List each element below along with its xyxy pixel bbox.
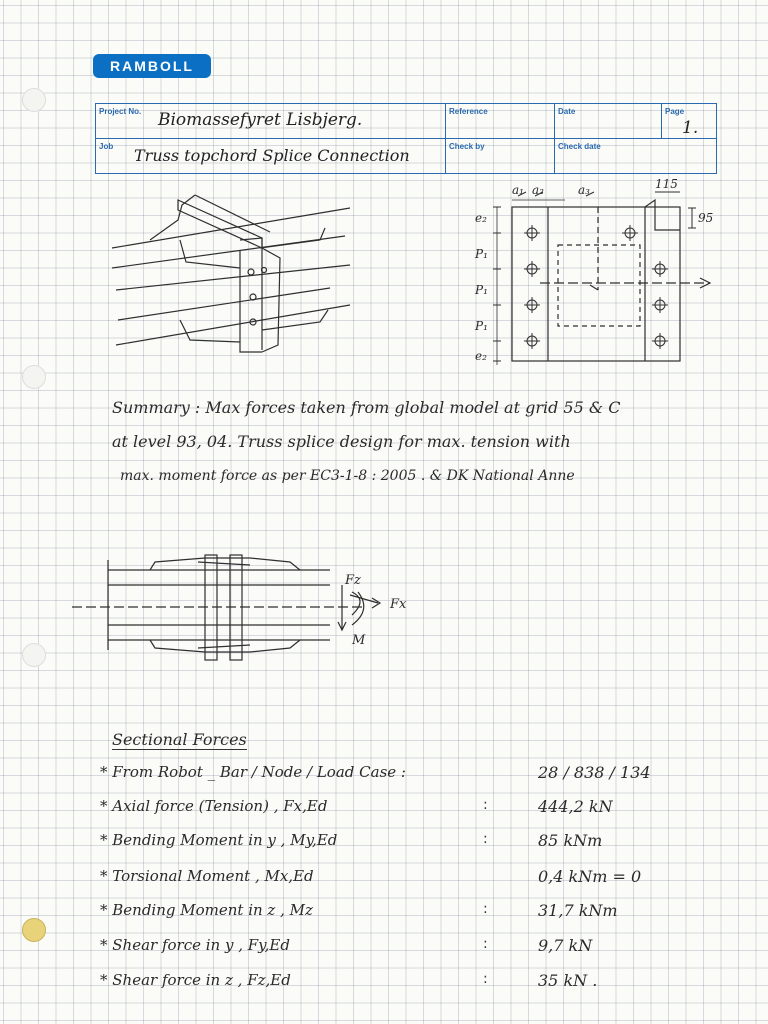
- page-value: 1.: [682, 118, 699, 138]
- force-value: 28 / 838 / 134: [538, 763, 651, 782]
- reference-label: Reference: [449, 107, 488, 116]
- force-desc: * Axial force (Tension) , Fx,Ed: [100, 797, 328, 815]
- dim-a3: a₃: [578, 183, 590, 197]
- force-desc: * Shear force in y , Fy,Ed: [100, 936, 290, 954]
- force-row: [100, 971, 700, 999]
- force-desc: * Bending Moment in y , My,Ed: [100, 831, 338, 849]
- dim-e2-bottom: e₂: [475, 349, 487, 363]
- force-value: 0,4 kNm = 0: [538, 867, 642, 886]
- date-label: Date: [558, 107, 576, 116]
- job-value: Truss topchord Splice Connection: [134, 146, 410, 165]
- force-desc: * Bending Moment in z , Mz: [100, 901, 313, 919]
- force-value: 85 kNm: [538, 831, 603, 850]
- dim-115: 115: [655, 177, 678, 191]
- dim-p1-a: P₁: [475, 247, 488, 261]
- summary-line-3: max. moment force as per EC3-1-8 : 2005 . & DK National Anne: [120, 468, 575, 484]
- force-label-m: M: [352, 633, 366, 648]
- force-colon: :: [483, 936, 488, 952]
- sectional-forces-heading: Sectional Forces: [112, 730, 247, 749]
- force-label-fx: Fx: [390, 597, 407, 612]
- force-desc: * Shear force in z , Fz,Ed: [100, 971, 291, 989]
- force-value: 35 kN .: [538, 971, 598, 990]
- summary-line-2: at level 93, 04. Truss splice design for max. tension with: [112, 432, 571, 451]
- force-row: [100, 797, 700, 825]
- dim-a2: a₂: [532, 183, 544, 197]
- force-row: [100, 831, 700, 859]
- force-row: [100, 763, 700, 791]
- dim-a1: a₁: [512, 183, 524, 197]
- dim-p1-b: P₁: [475, 283, 488, 297]
- page-label: Page: [665, 107, 685, 116]
- force-colon: :: [483, 831, 488, 847]
- force-value: 31,7 kNm: [538, 901, 618, 920]
- force-desc: * Torsional Moment , Mx,Ed: [100, 867, 314, 885]
- project-value: Biomassefyret Lisbjerg.: [158, 110, 363, 130]
- force-row: [100, 901, 700, 929]
- ramboll-logo: RAMBOLL: [93, 54, 211, 78]
- force-colon: :: [483, 797, 488, 813]
- check-date-label: Check date: [558, 142, 601, 151]
- force-label-fz: Fz: [345, 573, 361, 588]
- force-value: 9,7 kN: [538, 936, 593, 955]
- force-colon: :: [483, 901, 488, 917]
- force-colon: :: [483, 971, 488, 987]
- force-row: [100, 936, 700, 964]
- dim-e2-top: e₂: [475, 211, 487, 225]
- summary-line-1: Summary : Max forces taken from global model at grid 55 & C: [112, 398, 621, 417]
- dim-p1-c: P₁: [475, 319, 488, 333]
- project-label: Project No.: [99, 107, 142, 116]
- force-value: 444,2 kN: [538, 797, 613, 816]
- check-by-label: Check by: [449, 142, 485, 151]
- job-label: Job: [99, 142, 114, 151]
- force-desc: * From Robot _ Bar / Node / Load Case :: [100, 763, 406, 781]
- dim-95: 95: [698, 211, 714, 225]
- force-row: [100, 867, 700, 895]
